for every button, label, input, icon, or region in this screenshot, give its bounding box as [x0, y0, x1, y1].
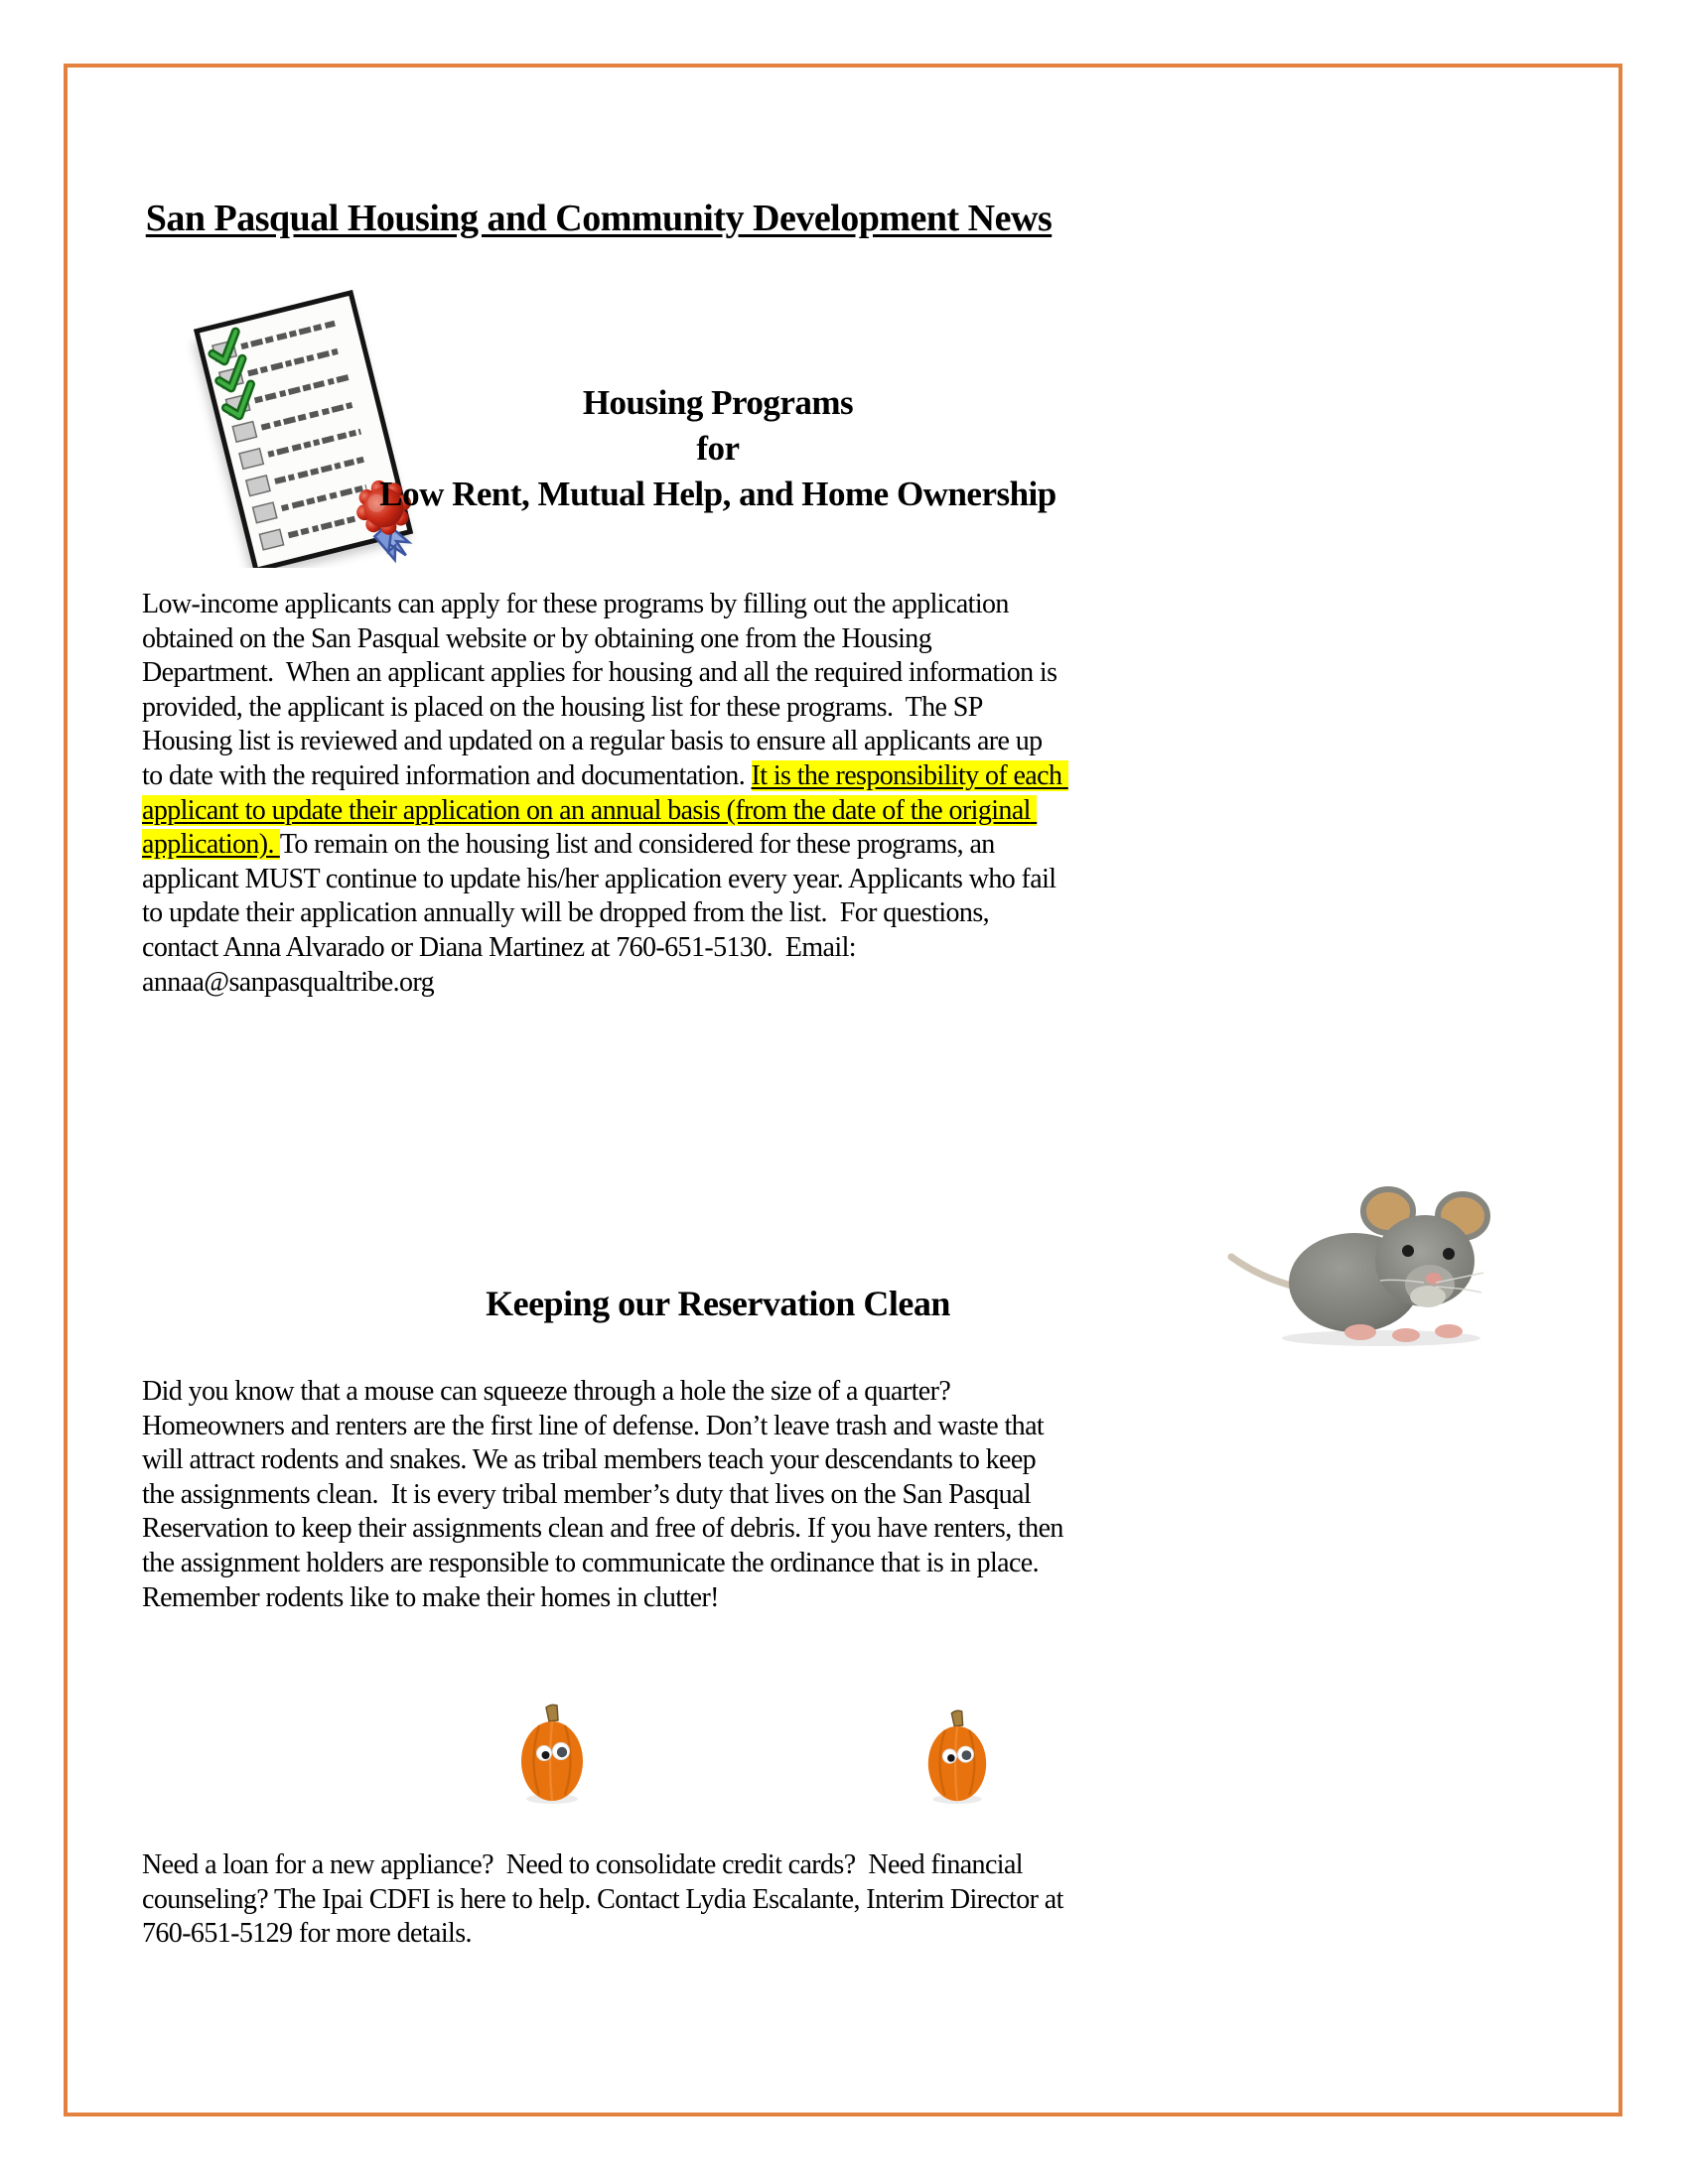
mouse-chin [1410, 1286, 1446, 1307]
mouse-nose [1426, 1273, 1442, 1285]
mouse-right-eye [1443, 1248, 1455, 1260]
housing-paragraph-start: Low-income applicants can apply for these programs by filling out the application obtained on the San Pasqual website or by obtaining one from the Housing Department. When an applicant applies for housing and all the required information is provided, the applicant is placed on the housing list for these programs. The SP Housing list is reviewed and updated on a regular basis to ensure all applicants are up to date with the required information and documentation. [142, 589, 1063, 791]
mouse-hind-foot [1344, 1324, 1376, 1340]
cdfi-paragraph: Need a loan for a new appliance? Need to consolidate credit cards? Need financial counseling? The Ipai CDFI is here to help. Contact Lydia Escalante, Interim Director at 760-651-5129 for more details. [142, 1849, 1070, 1950]
reservation-heading: Keeping our Reservation Clean [486, 1284, 950, 1323]
housing-heading-line3: Low Rent, Mutual Help, and Home Ownership [379, 475, 1056, 513]
mouse-front-foot-right [1435, 1324, 1463, 1338]
pumpkin-right-icon [925, 1709, 989, 1805]
housing-heading-line1: Housing Programs [582, 383, 854, 422]
housing-programs-heading [142, 380, 1294, 517]
mouse-front-foot-left [1392, 1328, 1420, 1342]
pumpkin-left-icon [518, 1704, 586, 1805]
housing-heading-line2: for [696, 429, 740, 468]
housing-paragraph-end: To remain on the housing list and considered for these programs, an applicant MUST continue to update his/her application every year. Applicants who fail to update their application annually will be dropped from the list. For questions, contact Anna Alvarado or Diana Martinez at 760-651-5130. Email: annaa@sanpasqualtribe.org [142, 829, 1062, 998]
annual-update-highlight: It is the responsibility of each applicant to update their application on an annual basis (from the date of the original application). [142, 759, 1068, 861]
reservation-paragraph: Did you know that a mouse can squeeze through a hole the size of a quarter? Homeowners and renters are the first line of defense. Don’t leave trash and waste that will attract rodents and snakes. We as tribal members teach your descendants to keep the assignments clean. It is every tribal member’s duty that lives on the San Pasqual Reservation to keep their assignments clean and free of debris. If you have renters, then the assignment holders are responsible to communicate the ordinance that is in place. Remember rodents like to make their homes in clutter! [142, 1376, 1070, 1613]
mouse-left-eye [1402, 1245, 1414, 1257]
newsletter-title: San Pasqual Housing and Community Development News [145, 198, 1053, 239]
housing-paragraph [142, 588, 1068, 1000]
